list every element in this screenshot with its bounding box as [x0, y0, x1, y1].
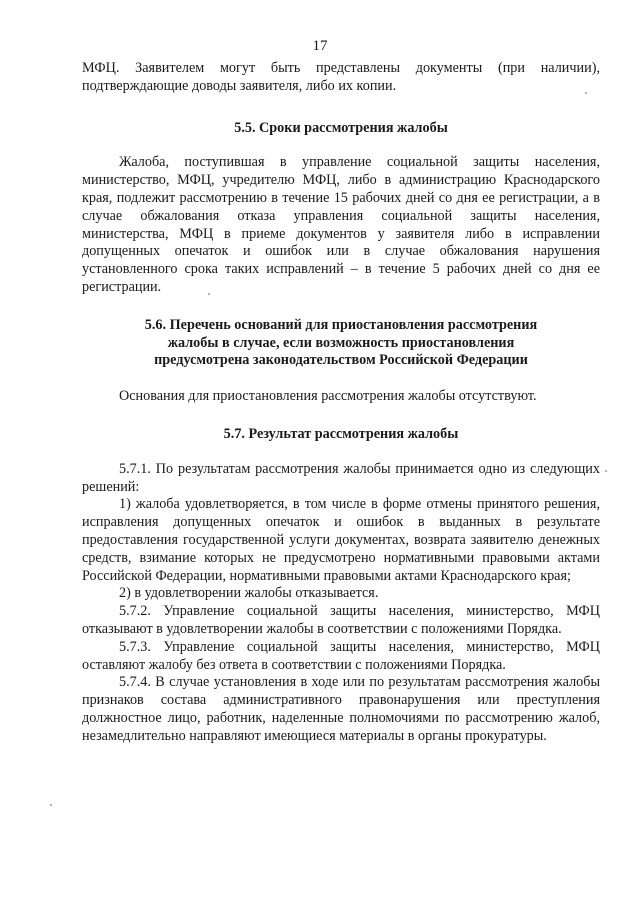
scan-speck	[50, 804, 52, 806]
section-5-6-heading-line: предусмотрена законодательством Российской Федерации	[154, 352, 528, 369]
scan-speck	[605, 470, 607, 472]
section-5-6-heading	[82, 317, 600, 370]
paragraph-5-7-2: 5.7.2. Управление социальной защиты населения, министерство, МФЦ отказывают в удовлетворении жалобы в соответствии с положениями Порядка.	[82, 603, 600, 637]
scan-speck	[208, 293, 210, 295]
section-5-5-heading: 5.5. Сроки рассмотрения жалобы	[234, 119, 448, 136]
scan-speck	[585, 92, 587, 94]
section-5-5-paragraph: Жалоба, поступившая в управление социальной защиты населения, министерство, МФЦ, учредителю МФЦ, либо в администрацию Краснодарского края, подлежит рассмотрению в течение 15 рабочих дней со дня ее регистрации, а в случае обжалования отказа управления социальной защиты населения, министерства, МФЦ в приеме документов у заявителя либо в исправлении допущенных опечаток и ошибок или в случае обжалования нарушения установленного срока таких исправлений – в течение 5 рабочих дней со дня ее регистрации.	[82, 154, 600, 295]
section-5-7-heading: 5.7. Результат рассмотрения жалобы	[223, 425, 459, 442]
intro-paragraph: МФЦ. Заявителем могут быть представлены документы (при наличии), подтверждающие доводы заявителя, либо их копии.	[82, 60, 600, 94]
decision-item-1: 1) жалоба удовлетворяется, в том числе в форме отмены принятого решения, исправления допущенных опечаток и ошибок в выданных в результате предоставления государственной услуги документах, возврата заявителю денежных средств, взимание которых не предусмотрено нормативными правовыми актами Российской Федерации, нормативными правовыми актами Краснодарского края;	[82, 496, 600, 584]
section-5-6-heading-line: жалобы в случае, если возможность приостановления	[167, 334, 515, 351]
paragraph-5-7-3: 5.7.3. Управление социальной защиты населения, министерство, МФЦ оставляют жалобу без ответа в соответствии с положениями Порядка.	[82, 638, 600, 673]
decision-item-2: 2) в удовлетворении жалобы отказывается.	[119, 585, 379, 602]
section-5-6-heading-line: 5.6. Перечень оснований для приостановления рассмотрения	[144, 316, 538, 333]
paragraph-5-7-4: 5.7.4. В случае установления в ходе или по результатам рассмотрения жалобы признаков состава административного правонарушения или преступления должностное лицо, работник, наделенные полномочиями по рассмотрению жалоб, незамедлительно направляют имеющиеся материалы в органы прокуратуры.	[82, 674, 600, 744]
section-5-6-paragraph: Основания для приостановления рассмотрения жалобы отсутствуют.	[119, 388, 537, 405]
paragraph-5-7-1: 5.7.1. По результатам рассмотрения жалобы принимается одно из следующих решений:	[82, 460, 600, 495]
document-body	[82, 60, 600, 746]
page-number: 17	[312, 38, 328, 54]
